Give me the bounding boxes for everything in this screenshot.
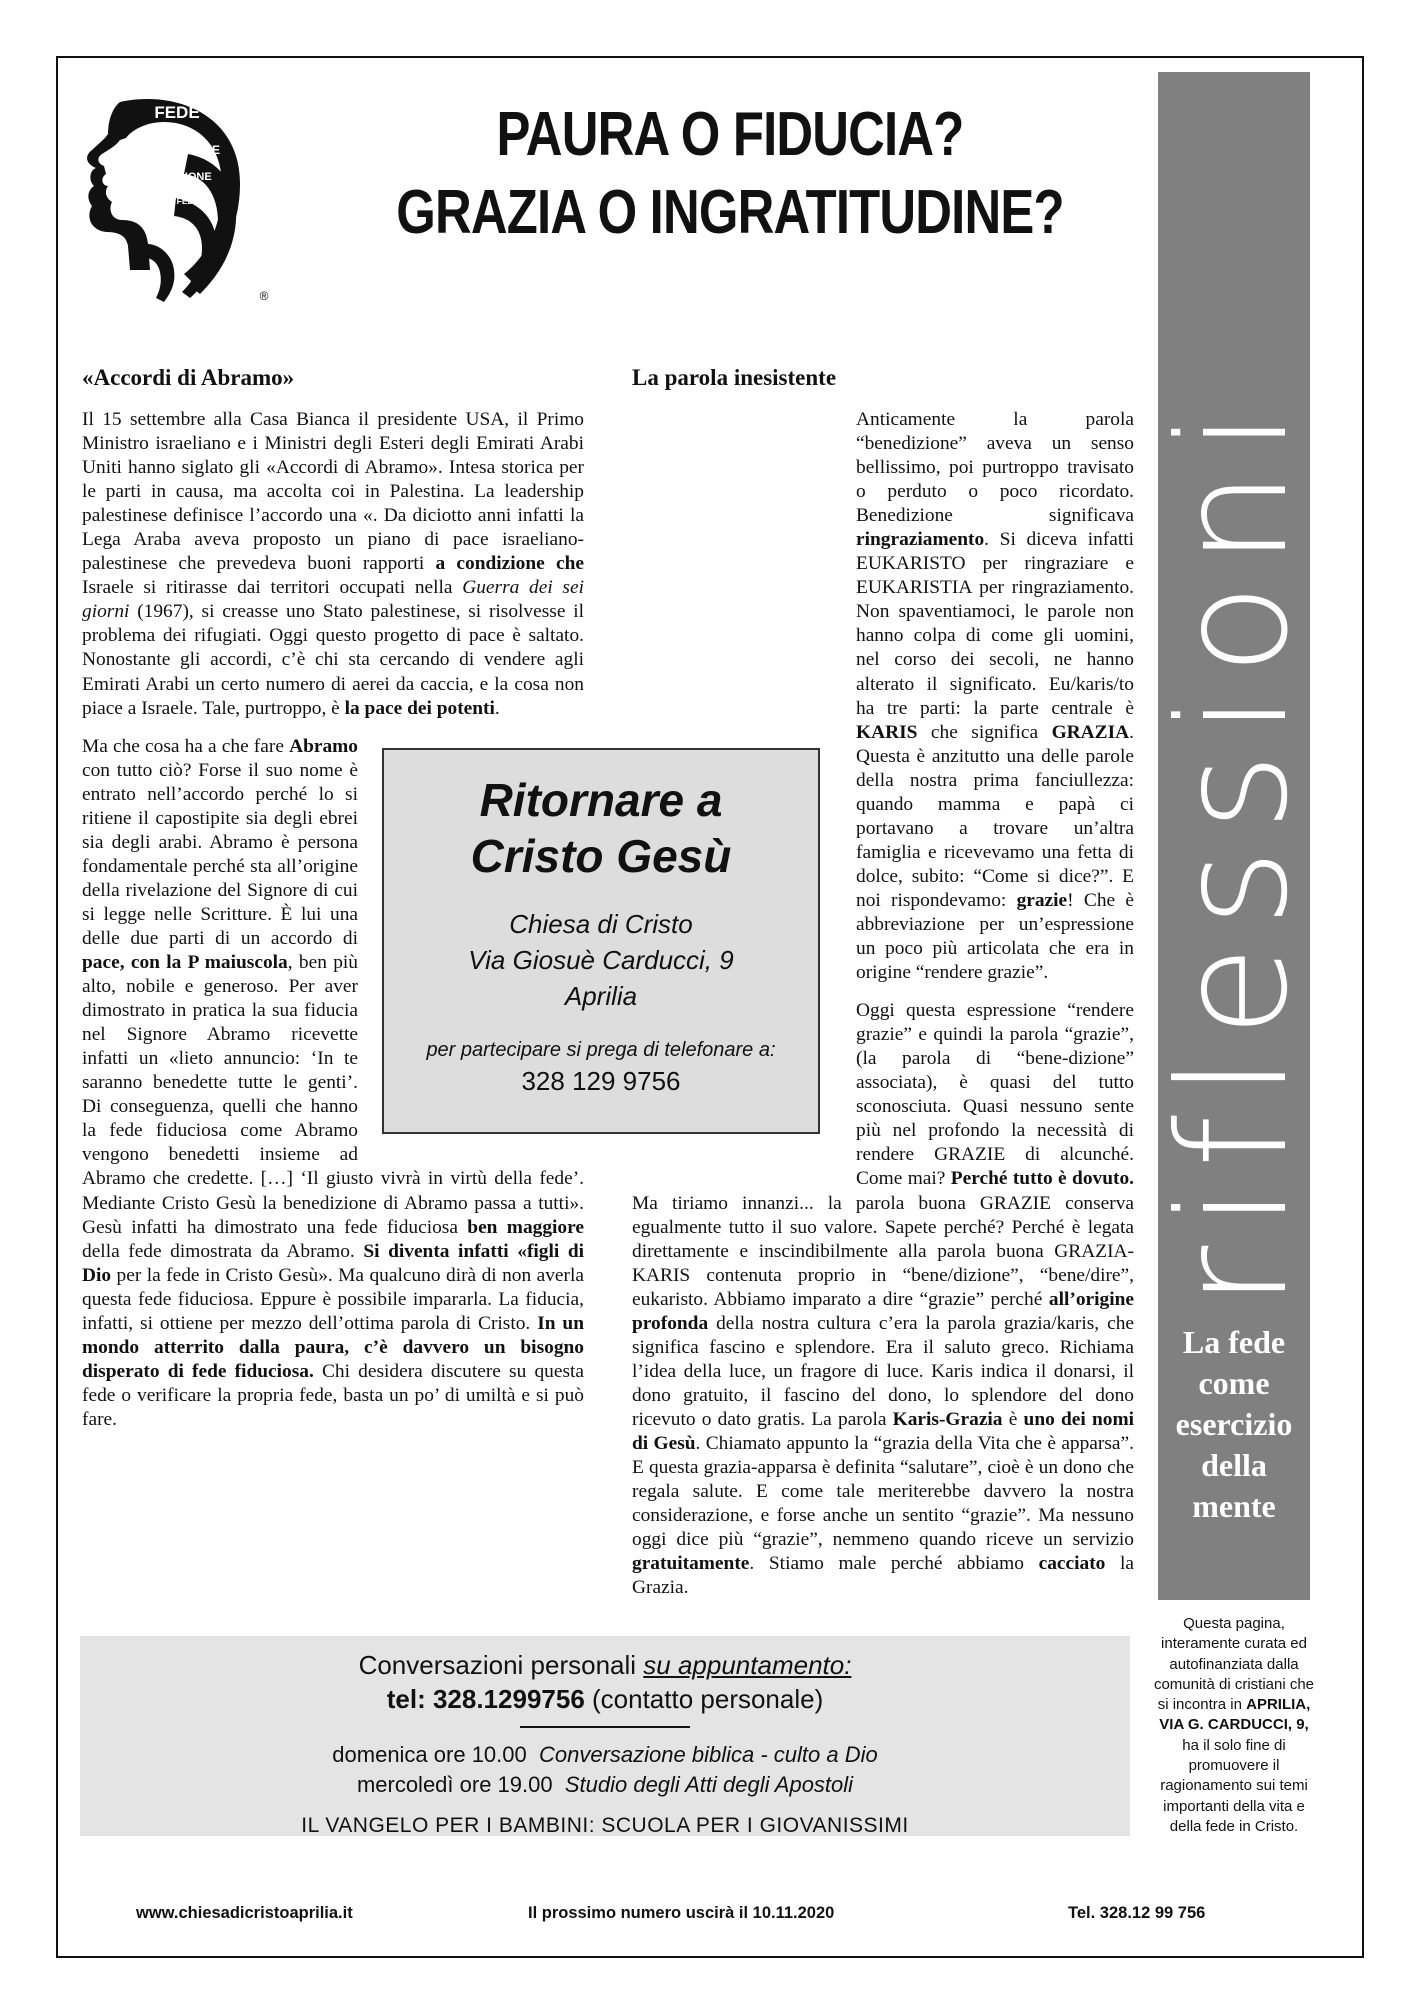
text-run: cacciato: [1038, 1553, 1106, 1575]
text-run: che significa: [917, 721, 1052, 743]
left-article-paragraph: [82, 408, 584, 721]
logo-word-fede-1: FEDE: [154, 103, 200, 122]
event-phone[interactable]: 328 129 9756: [521, 1066, 681, 1096]
divider: [520, 1726, 690, 1728]
event-box-title: [384, 772, 818, 884]
telephone-note: (contatto personale): [584, 1684, 824, 1714]
text-run: . Chiamato appunto la “grazia della Vita che è apparsa”. E questa grazia-apparsa è definita “salutare”, cioè è un dono che regala salute. E come tale meriterebbe davvero la nostra considerazione, e forse anche un sentito “grazie”. Ma nessuno oggi dice più “grazie”, nemmeno quando riceve un servizio: [632, 1432, 1134, 1551]
event-street: Via Giosuè Carducci, 9: [468, 945, 734, 975]
right-article-heading: La parola inesistente: [632, 365, 837, 390]
riflessioni-vertical-title: riflessioni: [1147, 392, 1321, 1308]
text-run: è: [1002, 1408, 1024, 1430]
headline-line-1: PAURA O FIDUCIA?: [496, 100, 964, 169]
text-run: uno dei nomi di Gesù: [632, 1408, 1134, 1454]
footer-next-issue: Il prossimo numero uscirà il 10.11.2020: [528, 1904, 835, 1922]
headline: [377, 96, 1082, 252]
text-run: Karis-Grazia: [892, 1408, 1003, 1430]
text-run: la Grazia.: [632, 1553, 1134, 1599]
logo-word-fede-2: FEDE: [176, 196, 200, 206]
text-run: all’origine profonda: [632, 1288, 1134, 1334]
telephone-number[interactable]: tel: 328.1299756: [386, 1684, 585, 1714]
text-run: .: [494, 697, 500, 719]
text-run: Chi desidera discutere su questa fede o verificare la propria fede, basta un po’ di umiltà e si può fare.: [82, 1360, 584, 1430]
text-run: Oggi questa espressione “rendere grazie” e quindi la parola “grazie”, (la parola di “bene-dizione” associata), è quasi del tutto sconosciuta. Quasi nessuno sente più nel profondo la necessità di rendere GRAZIE di alcunché. Come mai?: [856, 1000, 1134, 1190]
side-note: [1150, 1614, 1318, 1837]
tagline-line: esercizio: [1175, 1406, 1293, 1442]
tagline-line: della: [1201, 1447, 1267, 1483]
text-run: , ben più alto, nobile e generoso. Per aver dimostrato in pratica la sua fiducia nel Signore Abramo ricevette infatti un «lieto annuncio: ‘In te saranno benedette tutte le genti’. Di conseguenza, quelli che hanno la fede fiduciosa come Abramo vengono benedetti insieme ad Abramo che credette. […] ‘Il giusto vivrà in virtù della fede’. Mediante Cristo Gesù la benedizione di Abramo passa a tutti». Gesù infatti ha dimostrato una fede fiduciosa: [82, 952, 584, 1238]
event-title-line-2: Cristo Gesù: [470, 830, 732, 882]
text-run: pace, con la P maiuscola: [82, 952, 288, 974]
text-run: ! Che è abbreviazione per un’espressione un poco più articolata che era in origine “rendere grazie”.: [856, 889, 1134, 984]
text-run: Perché tutto è dovuto.: [950, 1168, 1134, 1190]
headline-line-2: GRAZIA O INGRATITUDINE?: [396, 178, 1064, 247]
tagline-line: come: [1198, 1365, 1270, 1401]
side-note-text-1: Questa pagina, interamente curata ed autofinanziata dalla comunità di cristiani che si incontra in: [1153, 1615, 1315, 1714]
text-run: . Questa è anzitutto una delle parole della nostra prima fanciullezza: quando mamma e papà ci portavano a trovare un’altra famiglia e ricevevamo una fetta di dolce, subito: “Come si dice?”. E noi rispondevamo:: [856, 721, 1134, 911]
text-run: con tutto ciò? Forse il suo nome è entrato nell’accordo perché lo si ritiene il capostipite sia degli ebrei sia degli arabi. Abramo è persona fondamentale perché sta all’origine della rivelazione del Signore di cui si legge nelle Scritture. È lui una delle due parti di un accordo di: [82, 759, 358, 949]
schedule-when: domenica ore 10.00: [332, 1742, 527, 1767]
text-run: (1967), si creasse uno Stato palestinese, si risolvesse il problema dei rifugiati. Oggi questo progetto di pace è saltato. Nonostante gli accordi, c’è chi sta cercando di vendere agli Emirati Arabi un certo numero di aerei da caccia, e la cosa non piace a Israele. Tale, purtroppo, è: [82, 601, 584, 719]
text-run: Il 15 settembre alla Casa Bianca il presidente USA, il Primo Ministro israeliano e i Ministri degli Esteri degli Emirati Arabi Uniti hanno siglato gli «Accordi di Abramo». Intesa storica per le parti in causa, ma accolta coi in Palestina. La leadership palestinese definisce l’accordo una «. Da diciotto anni infatti la Lega Araba aveva proposto un piano di pace israeliano-palestinese che prevedeva buoni rapporti: [82, 409, 584, 575]
conversations-label: Conversazioni personali: [358, 1650, 644, 1680]
text-run: KARIS: [856, 721, 918, 743]
logo-word-ragione-1: RAGIONE: [163, 143, 221, 157]
text-run: la pace dei potenti: [344, 697, 495, 719]
text-run: Israele si ritirasse dai territori occupati nella: [82, 577, 463, 599]
registered-mark: ®: [259, 289, 269, 303]
text-run: per la fede in Cristo Gesù». Ma qualcuno dirà di non averla questa fede fiduciosa. Eppure è possibile impararla. La fiducia, infatti, si ottiene per mezzo dell’ottima parola di Cristo.: [82, 1264, 584, 1334]
kids-school: IL VANGELO PER I BAMBINI: SCUOLA PER I GIOVANISSIMI: [301, 1814, 909, 1837]
footer-telephone[interactable]: Tel. 328.12 99 756: [1068, 1904, 1206, 1922]
event-title-line-1: Ritornare a: [479, 774, 723, 826]
schedule-item: [80, 1770, 1130, 1800]
text-run: Anticamente la parola “benedizione” aveva un senso bellissimo, poi purtroppo travisato o perduto o poco ricordato. Benedizione significava: [856, 409, 1134, 527]
event-box: [382, 748, 820, 1134]
right-article-paragraph-text: [856, 409, 1134, 983]
event-city: Aprilia: [564, 981, 638, 1011]
text-run: In un mondo atterrito dalla paura, c’è davvero un bisogno disperato di fede fiduciosa.: [82, 1312, 584, 1382]
left-article-heading: «Accordi di Abramo»: [82, 365, 295, 390]
schedule-what: Studio degli Atti degli Apostoli: [564, 1772, 854, 1797]
text-run: gratuitamente: [632, 1553, 750, 1575]
text-run: GRAZIA: [1051, 721, 1130, 743]
logo-word-ragione-2: RAGIONE: [160, 171, 212, 183]
profiles-logo-icon: [80, 94, 280, 304]
schedule: [80, 1740, 1130, 1800]
schedule-item: [80, 1740, 1130, 1770]
side-note-text-2: ha il solo fine di promuovere il ragionamento sui temi importanti della vita e della fede in Cristo.: [1160, 1736, 1308, 1835]
text-run: . Si diceva infatti EUKARISTO per ringraziare e EUKARISTIA per ringraziamento. Non spaventiamoci, le parole non hanno colpa di come gli uomini, nel corso dei secoli, ne hanno alterato il significato. Eu/karis/to ha tre parti: la parte centrale è: [856, 529, 1134, 719]
text-run: ringraziamento: [856, 529, 985, 551]
text-run: della fede dimostrata da Abramo.: [82, 1240, 364, 1262]
text-run: Guerra dei sei giorni: [82, 577, 584, 623]
text-run: ben maggiore: [467, 1216, 584, 1238]
schedule-when: mercoledì ore 19.00: [356, 1772, 553, 1797]
text-run: della nostra cultura c’era la parola grazia/karis, che significa fascino e splendore. Era il saluto greco. Richiama l’idea della luce, un fragore di luce. Karis indica il donarsi, il dono gratuito, il fascino del dono, lo splendore del dono ricevuto o dato gratis. La parola: [632, 1312, 1134, 1430]
text-run: Ma tiriamo innanzi... la parola buona GRAZIE conserva egualmente tutto il suo valore. Sapete perché? Perché è legata direttamente e inscindibilmente alla parola buona GRAZIA-KARIS contenuta proprio in “bene/dizione”, “bene/dire”, eukaristo. Abbiamo imparato a dire “grazie” perché: [632, 1192, 1134, 1310]
by-appointment: su appuntamento:: [643, 1650, 852, 1680]
schedule-what: Conversazione biblica - culto a Dio: [538, 1742, 878, 1767]
text-run: grazie: [1016, 889, 1068, 911]
event-note: per partecipare si prega di telefonare a:: [426, 1039, 776, 1061]
text-run: Abramo: [289, 735, 358, 757]
side-note-place-1: APRILIA,: [1246, 1696, 1311, 1714]
text-run: Ma che cosa ha a che fare: [82, 735, 290, 757]
side-tagline: [1158, 1322, 1310, 1527]
event-address: [384, 906, 818, 1014]
event-church: Chiesa di Cristo: [509, 909, 693, 939]
telephone-line: [80, 1682, 1130, 1716]
contact-box: [80, 1636, 1130, 1836]
footer-website[interactable]: www.chiesadicristoaprilia.it: [136, 1904, 353, 1922]
side-note-place-2: VIA G. CARDUCCI, 9,: [1159, 1716, 1309, 1734]
text-run: . Stiamo male perché abbiamo: [749, 1553, 1039, 1575]
tagline-line: La fede: [1182, 1324, 1286, 1360]
tagline-line: mente: [1192, 1488, 1276, 1524]
conversations-line: [80, 1648, 1130, 1682]
text-run: Si diventa infatti «figli di Dio: [82, 1240, 584, 1286]
fede-ragione-logo: [80, 94, 280, 304]
text-run: a condizione che: [435, 553, 584, 575]
